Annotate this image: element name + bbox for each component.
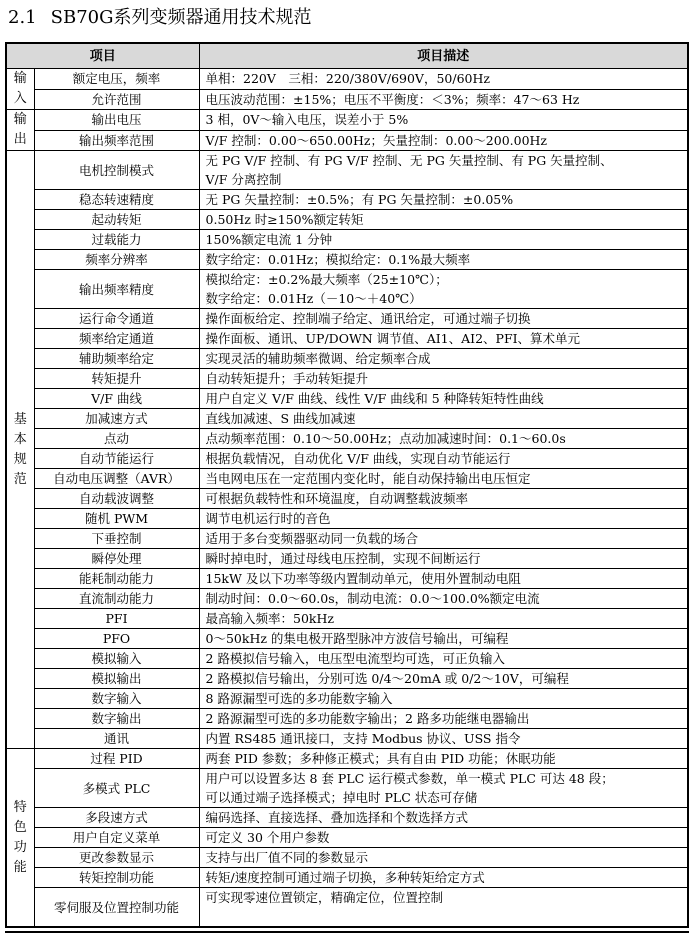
item-name: 模拟输入	[34, 649, 199, 669]
item-description	[199, 250, 688, 270]
item-name: 通讯	[34, 729, 199, 749]
table-row	[6, 868, 688, 888]
table-row	[6, 549, 688, 569]
item-description	[199, 868, 688, 888]
page-bottom-rule	[5, 931, 689, 933]
group-label-text: 特色功能	[13, 799, 27, 875]
table-header-row	[6, 43, 688, 69]
item-name: 模拟输出	[34, 669, 199, 689]
item-description	[199, 110, 688, 131]
description-line: 模拟给定：±0.2%最大频率（25±10℃）；	[205, 272, 448, 287]
description-line: 可定义 30 个用户参数	[205, 830, 330, 845]
description-line: V/F 控制：0.00～650.00Hz；矢量控制：0.00～200.00Hz	[205, 132, 548, 148]
item-description	[199, 808, 688, 828]
item-name: 瞬停处理	[34, 549, 199, 569]
item-description	[199, 329, 688, 349]
table-row	[6, 429, 688, 449]
description-line: 用户自定义 V/F 曲线、线性 V/F 曲线和 5 种降转矩特性曲线	[205, 391, 544, 406]
group-label-text: 基本规范	[13, 411, 27, 487]
description-line: 0.50Hz 时≥150%额定转矩	[205, 212, 364, 227]
description-line: 两套 PID 参数；多种修正模式；具有自由 PID 功能；休眠功能	[205, 751, 556, 766]
item-name: 用户自定义菜单	[34, 828, 199, 848]
table-row	[6, 349, 688, 369]
group-label	[6, 749, 34, 928]
item-name: PFI	[34, 609, 199, 629]
item-name: 随机 PWM	[34, 509, 199, 529]
spec-table	[5, 42, 689, 928]
table-row	[6, 329, 688, 349]
item-description	[199, 529, 688, 549]
table-row	[6, 369, 688, 389]
item-name: 自动电压调整（AVR）	[34, 469, 199, 489]
group-label	[6, 69, 34, 110]
item-description	[199, 549, 688, 569]
item-name: 频率给定通道	[34, 329, 199, 349]
item-name: 点动	[34, 429, 199, 449]
item-name: 额定电压，频率	[34, 69, 199, 90]
item-description	[199, 69, 688, 90]
table-row	[6, 649, 688, 669]
table-row	[6, 888, 688, 928]
description-line: 用户可以设置多达 8 套 PLC 运行模式参数，单一模式 PLC 可达 48 段；	[205, 771, 614, 786]
item-name: 运行命令通道	[34, 309, 199, 329]
description-line: 无 PG 矢量控制：±0.5%；有 PG 矢量控制：±0.05%	[205, 192, 514, 207]
item-name: 过程 PID	[34, 749, 199, 769]
header-item: 项目	[6, 43, 199, 69]
section-title: SB70G系列变频器通用技术规范	[50, 7, 312, 28]
description-line: 直线加减速、S 曲线加减速	[205, 411, 356, 426]
table-row	[6, 569, 688, 589]
table-row	[6, 409, 688, 429]
description-line: 内置 RS485 通讯接口，支持 Modbus 协议、USS 指令	[205, 731, 521, 746]
table-row	[6, 529, 688, 549]
item-name: 频率分辨率	[34, 250, 199, 270]
item-description	[199, 709, 688, 729]
description-line: 制动时间：0.0～60.0s，制动电流：0.0～100.0%额定电流	[205, 591, 540, 606]
item-name: 输出频率精度	[34, 270, 199, 309]
item-description	[199, 569, 688, 589]
item-name: 电机控制模式	[34, 151, 199, 190]
section-number: 2.1	[8, 7, 37, 28]
group-label	[6, 110, 34, 151]
item-description	[199, 669, 688, 689]
item-description	[199, 151, 688, 190]
table-row	[6, 729, 688, 749]
item-name: PFO	[34, 629, 199, 649]
description-line: 2 路模拟信号输入，电压型电流型均可选，可正负输入	[205, 651, 505, 666]
item-description	[199, 689, 688, 709]
item-description	[199, 629, 688, 649]
table-row	[6, 130, 688, 151]
description-line: 150%额定电流 1 分钟	[205, 232, 333, 247]
table-row	[6, 190, 688, 210]
table-row	[6, 449, 688, 469]
table-row	[6, 828, 688, 848]
description-line: 电压波动范围：±15%；电压不平衡度：＜3%；频率：47～63 Hz	[205, 91, 580, 107]
description-line: 根据负载情况，自动优化 V/F 曲线，实现自动节能运行	[205, 451, 511, 466]
group-label-text: 输出	[13, 112, 27, 147]
description-line: 调节电机运行时的音色	[205, 511, 331, 526]
table-row	[6, 689, 688, 709]
item-description	[199, 429, 688, 449]
item-description	[199, 469, 688, 489]
item-description	[199, 270, 688, 309]
item-description	[199, 389, 688, 409]
description-line: 0～50kHz 的集电极开路型脉冲方波信号输出，可编程	[205, 631, 509, 646]
description-line: 瞬时掉电时，通过母线电压控制，实现不间断运行	[205, 551, 481, 566]
item-description	[199, 349, 688, 369]
item-description	[199, 89, 688, 110]
description-line: V/F 分离控制	[205, 172, 282, 187]
table-row	[6, 808, 688, 828]
description-line: 可根据负载特性和环境温度，自动调整载波频率	[205, 491, 469, 506]
item-name: 更改参数显示	[34, 848, 199, 868]
header-description: 项目描述	[199, 43, 688, 69]
item-description	[199, 369, 688, 389]
item-description	[199, 509, 688, 529]
item-name: 零伺服及位置控制功能	[34, 888, 199, 928]
item-name: 稳态转速精度	[34, 190, 199, 210]
item-name: 转矩提升	[34, 369, 199, 389]
table-row	[6, 309, 688, 329]
item-description	[199, 230, 688, 250]
description-line: 点动频率范围：0.10～50.00Hz；点动加减速时间：0.1～60.0s	[205, 431, 566, 446]
table-row	[6, 769, 688, 808]
description-line: 操作面板给定、控制端子给定、通讯给定，可通过端子切换	[205, 311, 531, 326]
table-row	[6, 489, 688, 509]
item-description	[199, 729, 688, 749]
description-line: 适用于多台变频器驱动同一负载的场合	[205, 531, 419, 546]
description-line: 数字给定：0.01Hz；模拟给定：0.1%最大频率	[205, 252, 471, 267]
table-row	[6, 469, 688, 489]
description-line: 单相：220V 三相：220/380V/690V，50/60Hz	[205, 71, 490, 87]
table-body	[6, 69, 688, 928]
item-description	[199, 130, 688, 151]
table-row	[6, 749, 688, 769]
description-line: 实现灵活的辅助频率微调、给定频率合成	[205, 351, 431, 366]
item-name: 加减速方式	[34, 409, 199, 429]
item-name: 数字输出	[34, 709, 199, 729]
item-name: 多模式 PLC	[34, 769, 199, 808]
item-name: 直流制动能力	[34, 589, 199, 609]
item-name: 输出频率范围	[34, 130, 199, 151]
item-name: 能耗制动能力	[34, 569, 199, 589]
item-description	[199, 589, 688, 609]
item-description	[199, 309, 688, 329]
item-name: 下垂控制	[34, 529, 199, 549]
description-line: 转矩/速度控制可通过端子切换，多种转矩给定方式	[205, 870, 485, 885]
item-name: 数字输入	[34, 689, 199, 709]
item-description	[199, 848, 688, 868]
description-line: 可实现零速位置锁定，精确定位，位置控制	[205, 890, 444, 905]
description-line: 2 路模拟信号输出，分别可选 0/4～20mA 或 0/2～10V，可编程	[205, 671, 569, 686]
item-description	[199, 210, 688, 230]
description-line: 数字给定：0.01Hz（－10～＋40℃）	[205, 291, 422, 306]
description-line: 操作面板、通讯、UP/DOWN 调节值、AI1、AI2、PFI、算术单元	[205, 331, 581, 346]
item-name: V/F 曲线	[34, 389, 199, 409]
item-name: 允许范围	[34, 89, 199, 110]
table-row	[6, 709, 688, 729]
description-line: 最高输入频率：50kHz	[205, 611, 334, 626]
item-name: 自动节能运行	[34, 449, 199, 469]
description-line: 自动转矩提升；手动转矩提升	[205, 371, 369, 386]
table-row	[6, 629, 688, 649]
item-description	[199, 609, 688, 629]
item-name: 辅助频率给定	[34, 349, 199, 369]
table-row	[6, 230, 688, 250]
description-line: 编码选择、直接选择、叠加选择和个数选择方式	[205, 810, 469, 825]
table-row	[6, 589, 688, 609]
table-row	[6, 270, 688, 309]
table-row	[6, 669, 688, 689]
description-line: 8 路源漏型可选的多功能数字输入	[205, 691, 393, 706]
table-row	[6, 210, 688, 230]
description-line: 可以通过端子选择模式；掉电时 PLC 状态可存储	[205, 790, 478, 805]
group-label	[6, 151, 34, 749]
description-line: 支持与出厂值不同的参数显示	[205, 850, 369, 865]
table-row	[6, 389, 688, 409]
item-description	[199, 749, 688, 769]
table-row	[6, 250, 688, 270]
item-description	[199, 409, 688, 429]
item-description	[199, 649, 688, 669]
item-description	[199, 769, 688, 808]
item-name: 起动转矩	[34, 210, 199, 230]
table-row	[6, 69, 688, 90]
table-row	[6, 509, 688, 529]
description-line: 当电网电压在一定范围内变化时，能自动保持输出电压恒定	[205, 471, 531, 486]
description-line: 2 路源漏型可选的多功能数字输出；2 路多功能继电器输出	[205, 711, 530, 726]
description-line: 3 相，0V～输入电压，误差小于 5%	[205, 112, 409, 128]
item-description	[199, 888, 688, 928]
table-row	[6, 89, 688, 110]
item-description	[199, 489, 688, 509]
section-heading	[8, 6, 311, 30]
table-row	[6, 151, 688, 190]
item-description	[199, 828, 688, 848]
description-line: 无 PG V/F 控制、有 PG V/F 控制、无 PG 矢量控制、有 PG 矢量控制、	[205, 153, 613, 168]
item-description	[199, 190, 688, 210]
item-name: 输出电压	[34, 110, 199, 131]
table-row	[6, 609, 688, 629]
group-label-text: 输入	[13, 71, 27, 106]
table-row	[6, 848, 688, 868]
description-line: 15kW 及以下功率等级内置制动单元，使用外置制动电阻	[205, 571, 521, 586]
item-name: 自动载波调整	[34, 489, 199, 509]
item-name: 过载能力	[34, 230, 199, 250]
item-description	[199, 449, 688, 469]
item-name: 多段速方式	[34, 808, 199, 828]
table-row	[6, 110, 688, 131]
item-name: 转矩控制功能	[34, 868, 199, 888]
